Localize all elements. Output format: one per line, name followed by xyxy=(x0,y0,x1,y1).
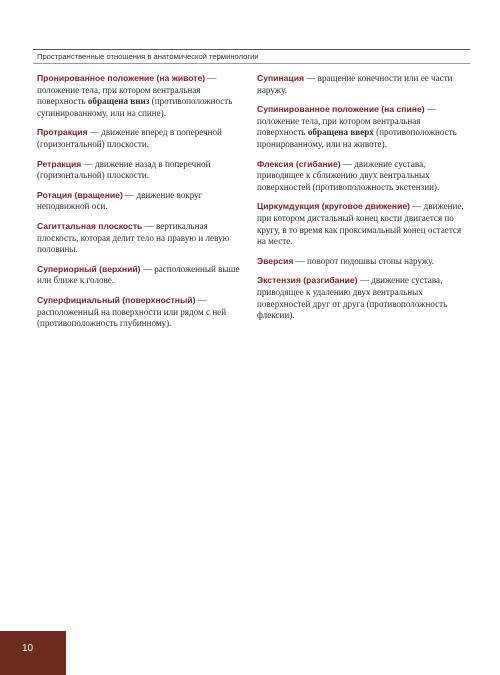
glossary-entry-supination xyxy=(257,73,465,96)
glossary-entry-superficial xyxy=(37,295,245,330)
left-column xyxy=(37,73,245,338)
glossary-definition: — положение тела, при котором вентральная поверхность xyxy=(37,73,217,107)
glossary-definition: — движение назад в поперечной (горизонтальной) плоскости. xyxy=(37,158,211,181)
glossary-term: Ретракция xyxy=(37,158,82,169)
glossary-term: Супинация xyxy=(257,73,305,83)
glossary-term: Ротация (вращение) xyxy=(37,189,123,200)
glossary-definition: — вращение конечности или ее части наружу. xyxy=(257,73,453,95)
glossary-definition: — движение сустава, приводящее к удалению двух вентральных поверхностей друг от друга (противоположность флексии). xyxy=(257,275,448,321)
glossary-entry-protraction xyxy=(37,127,245,150)
glossary-definition: — вертикальная плоскость, которая делит тело на правую и левую половины. xyxy=(37,220,230,255)
glossary-term: Суперфициальный (поверхностный) xyxy=(37,294,196,305)
header-rule xyxy=(33,63,470,64)
glossary-term: Эверсия xyxy=(257,255,294,266)
glossary-entry-retraction xyxy=(37,159,245,182)
glossary-definition: — движение, при котором дистальный конец кости двигается по кругу, в то время как проксимальный конец остается на месте. xyxy=(257,201,464,247)
glossary-term: Протракция xyxy=(37,127,88,138)
right-column xyxy=(257,73,465,330)
glossary-term: Супериорный (верхний) xyxy=(37,263,141,274)
glossary-term: Сагиттальная плоскость xyxy=(37,220,143,231)
glossary-definition: — движение сустава, приводящее к сближению двух вентральных поверхностей (противоположность экстензии). xyxy=(257,158,440,192)
glossary-entry-rotation xyxy=(37,190,245,213)
page-number-tab xyxy=(0,631,66,675)
glossary-term: Пронированное положение (на животе) xyxy=(37,73,206,83)
glossary-definition: — поворот подошвы стопы наружу. xyxy=(293,255,435,266)
top-rule xyxy=(33,49,470,50)
glossary-entry-circumduction xyxy=(257,201,465,247)
glossary-definition: — движение вокруг неподвижной оси. xyxy=(37,189,203,212)
glossary-term: Флексия (сгибание) xyxy=(257,158,341,169)
glossary-entry-eversion xyxy=(257,256,465,268)
glossary-entry-flexion xyxy=(257,159,465,194)
glossary-entry-extension xyxy=(257,275,465,321)
glossary-term: Экстензия (разгибание) xyxy=(257,275,358,286)
glossary-term: Циркумдукция (круговое движение) xyxy=(257,201,411,212)
glossary-definition: — расположенный на поверхности или рядом с ней (противоположность глубинному). xyxy=(37,294,227,329)
glossary-definition: (противоположность пронированному, или на животе). xyxy=(257,127,457,149)
glossary-emphasis: обращена вниз xyxy=(87,96,150,107)
glossary-definition: — расположенный выше или ближе к голове. xyxy=(37,263,240,286)
running-header: Пространственные отношения в анатомической терминологии xyxy=(37,52,259,61)
glossary-entry-superior xyxy=(37,264,245,287)
glossary-entry-pronated xyxy=(37,73,245,119)
glossary-emphasis: обращена вверх xyxy=(307,127,374,138)
glossary-entry-supinated xyxy=(257,104,465,150)
glossary-definition: — движение вперед в поперечной (горизонтальной) плоскости. xyxy=(37,127,222,149)
glossary-entry-sagittal xyxy=(37,221,245,256)
glossary-definition: — положение тела, при котором вентральная поверхность xyxy=(257,104,436,138)
page-number: 10 xyxy=(22,643,34,654)
glossary-definition: (противоположность супинированному, или на спине). xyxy=(37,96,233,118)
glossary-term: Супинированное положение (на спине) xyxy=(257,104,425,115)
